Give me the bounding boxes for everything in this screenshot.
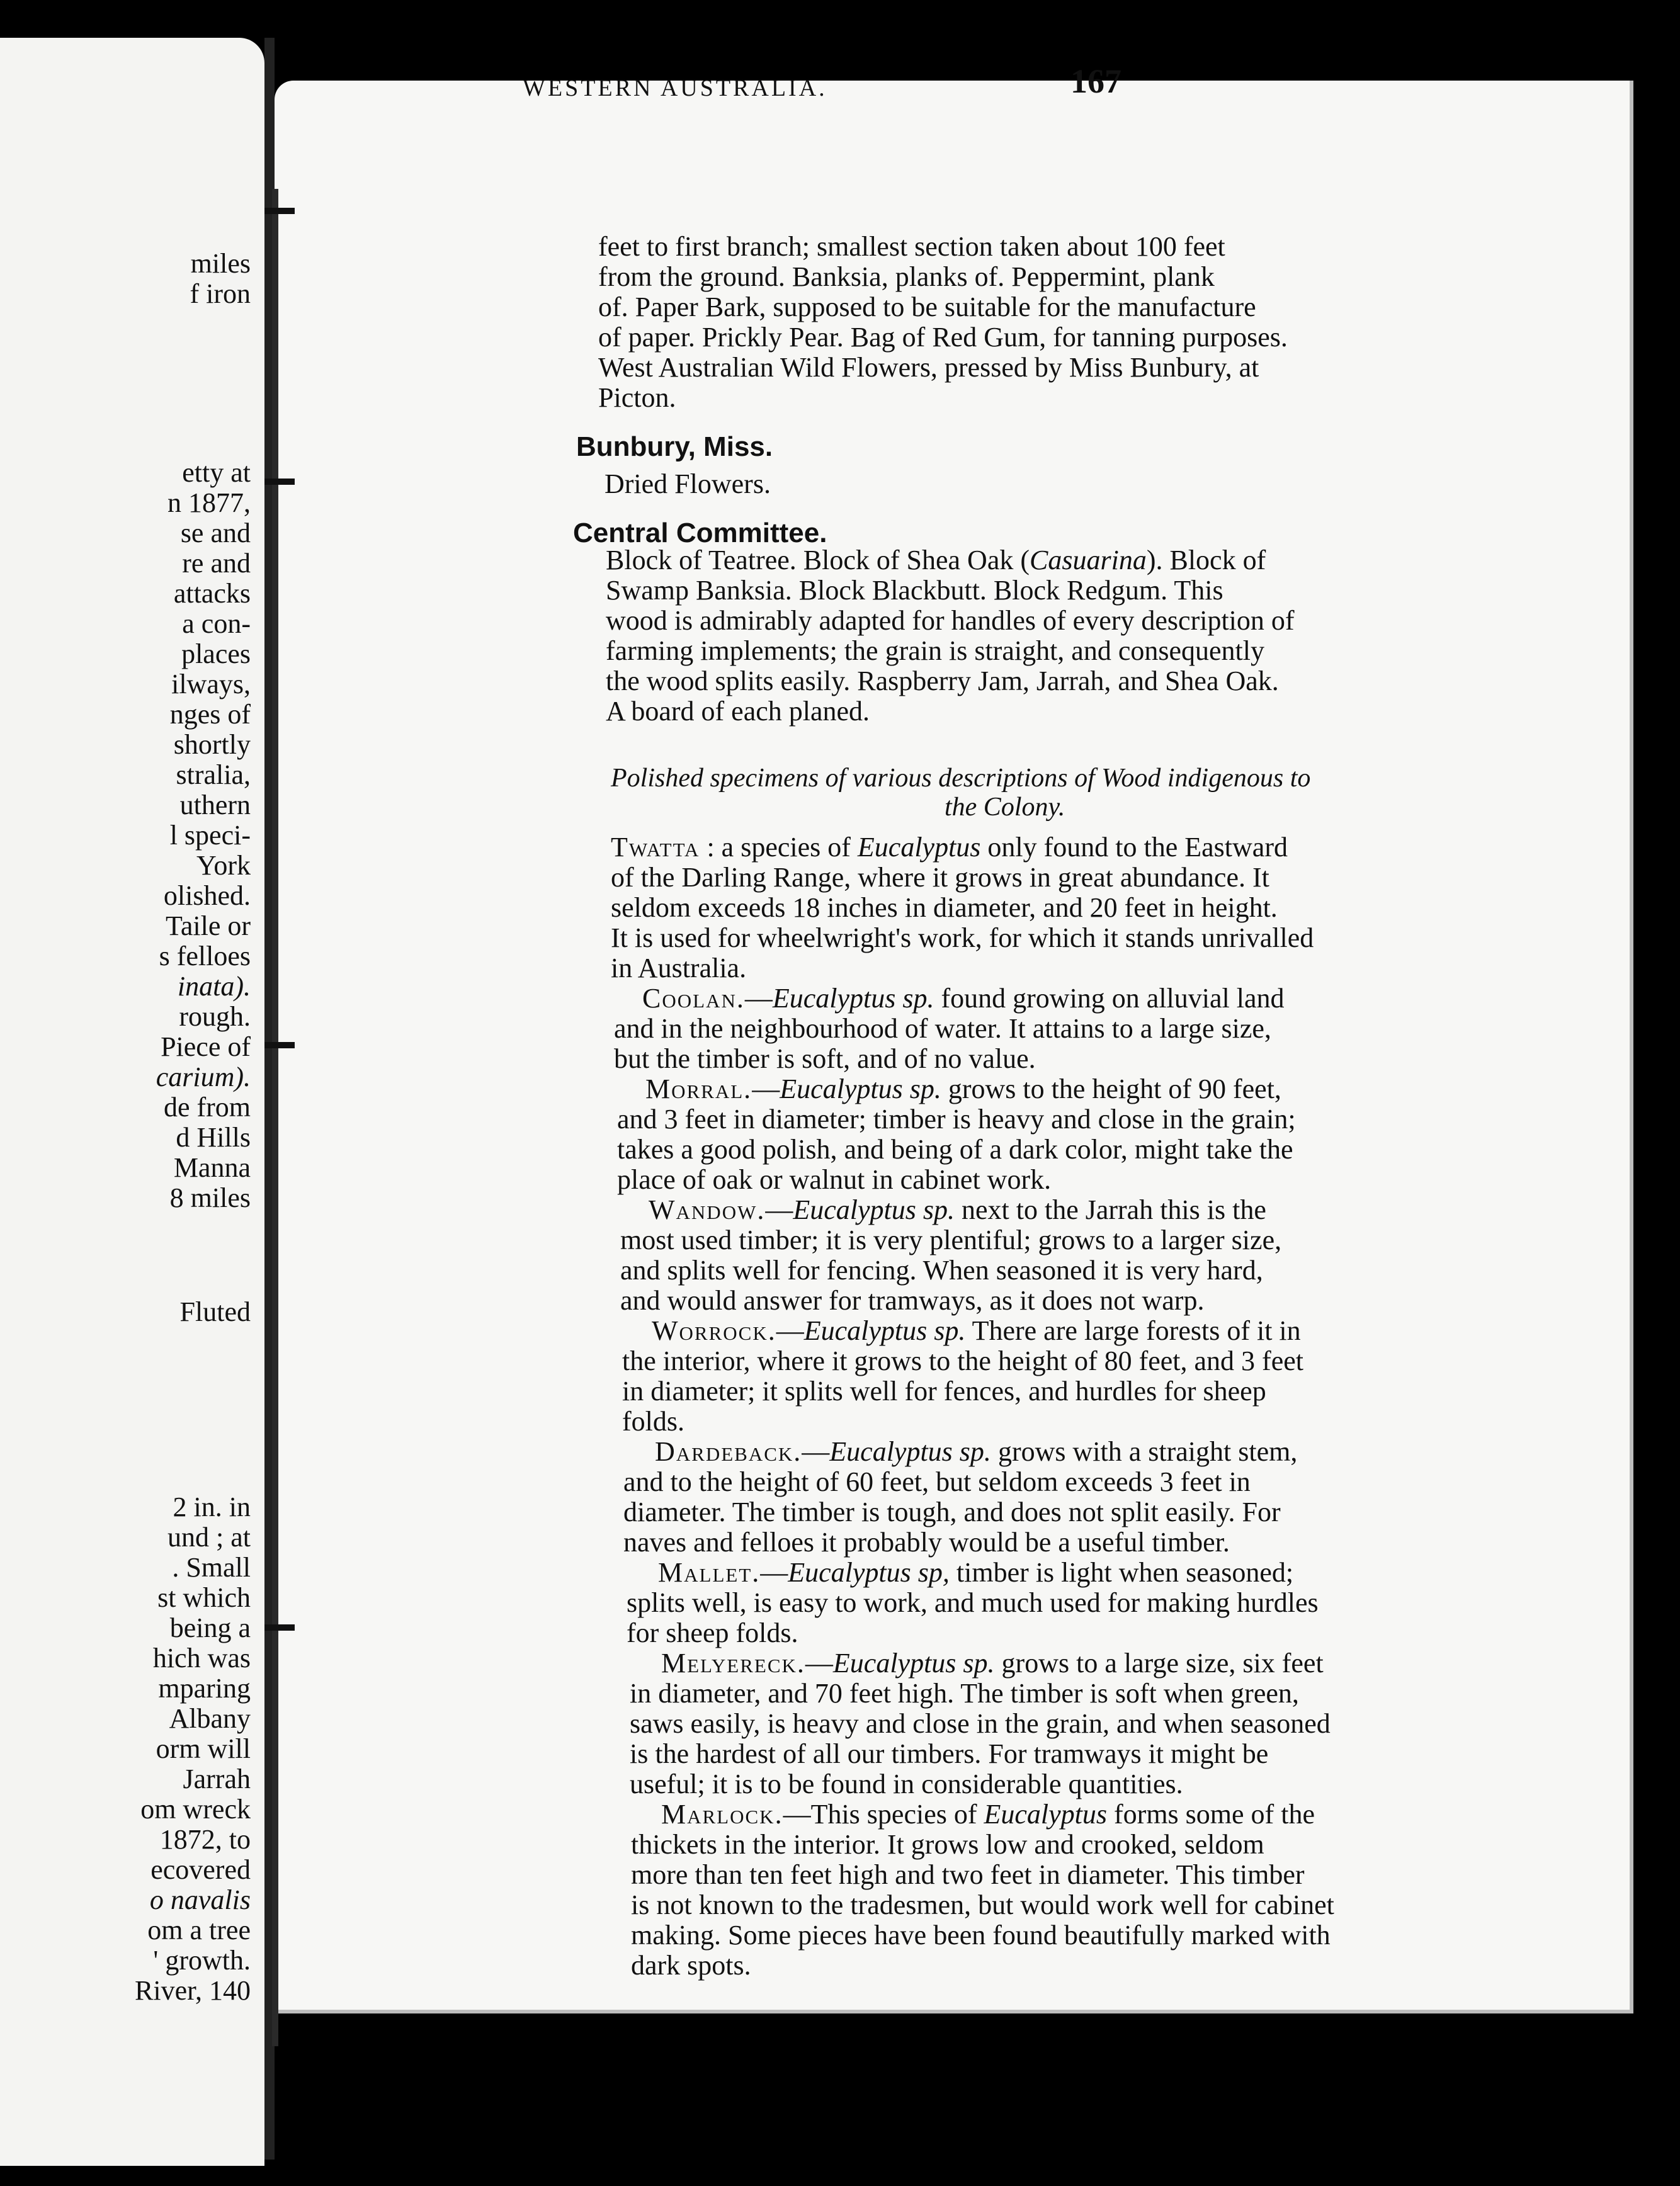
text-line: farming implements; the grain is straight, and consequently (606, 635, 1264, 666)
left-page-line: st which (157, 1582, 251, 1613)
text-line: A board of each planed. (606, 696, 870, 727)
text-line: and to the height of 60 feet, but seldom exceeds 3 feet in (623, 1466, 1251, 1497)
binding-spine (272, 189, 278, 2046)
text-line: the wood splits easily. Raspberry Jam, Jarrah, and Shea Oak. (606, 665, 1279, 696)
text-line: is not known to the tradesmen, but would work well for cabinet (631, 1889, 1334, 1920)
section-title: the Colony. (945, 793, 1065, 822)
left-page-line: Piece of (161, 1031, 251, 1062)
text-line: Coolan.—Eucalyptus sp. found growing on alluvial land (642, 983, 1285, 1014)
left-page-line: orm will (156, 1733, 251, 1764)
text-line: making. Some pieces have been found beautifully marked with (631, 1920, 1331, 1951)
text-line: from the ground. Banksia, planks of. Peppermint, plank (598, 261, 1215, 292)
text-line: Dardeback.—Eucalyptus sp. grows with a straight stem, (655, 1436, 1298, 1467)
left-page-line: shortly (173, 729, 251, 760)
text-line: of the Darling Range, where it grows in great abundance. It (611, 862, 1269, 893)
text-line: wood is admirably adapted for handles of every description of (606, 605, 1295, 636)
text-line: It is used for wheelwright's work, for which it stands unrivalled (611, 922, 1314, 953)
left-page-line: carium). (156, 1062, 251, 1092)
wood-name: Melyereck. (661, 1648, 805, 1679)
left-page-line: Jarrah (183, 1764, 251, 1794)
wood-name: Coolan. (642, 983, 745, 1014)
left-page-line: rough. (179, 1001, 251, 1032)
text-line: place of oak or walnut in cabinet work. (617, 1164, 1052, 1195)
left-page-line: York (196, 850, 251, 881)
text-line: feet to first branch; smallest section taken about 100 feet (598, 231, 1225, 262)
section-title: Polished specimens of various descriptions of Wood indigenous to (611, 764, 1311, 793)
left-page-line: Taile or (166, 910, 251, 941)
left-page-line: se and (180, 518, 251, 548)
left-page-line: om wreck (140, 1794, 251, 1825)
left-page-line: nges of (169, 699, 251, 730)
text-line: of paper. Prickly Pear. Bag of Red Gum, for tanning purposes. (598, 322, 1288, 353)
text-line: but the timber is soft, and of no value. (614, 1043, 1036, 1074)
binding-stitch (264, 479, 295, 485)
left-page-line: attacks (173, 578, 251, 609)
left-page-line: stralia, (176, 759, 251, 790)
text-line: useful; it is to be found in considerable quantities. (630, 1769, 1183, 1799)
left-page-line: de from (163, 1092, 251, 1123)
text-line: Morral.—Eucalyptus sp. grows to the height of 90 feet, (645, 1073, 1281, 1104)
text-line: Swamp Banksia. Block Blackbutt. Block Redgum. This (606, 575, 1223, 606)
text-line: in Australia. (611, 953, 747, 983)
text-line: Mallet.—Eucalyptus sp, timber is light when seasoned; (658, 1557, 1294, 1588)
text-line: Twatta : a species of Eucalyptus only found to the Eastward (611, 832, 1288, 863)
text-line: Dried Flowers. (604, 468, 771, 499)
left-page-line: a con- (182, 608, 251, 639)
wood-name: Dardeback. (655, 1436, 802, 1467)
text-line: dark spots. (631, 1950, 751, 1981)
text-line: the interior, where it grows to the height of 80 feet, and 3 feet (622, 1345, 1303, 1376)
binding-stitch (264, 1042, 295, 1048)
left-page-line: Manna (173, 1152, 251, 1183)
text-line: and 3 feet in diameter; timber is heavy and close in the grain; (617, 1104, 1296, 1135)
left-page-line: ' growth. (153, 1945, 251, 1976)
text-line: thickets in the interior. It grows low and crooked, seldom (631, 1829, 1264, 1860)
left-page-line: 1872, to (159, 1824, 251, 1855)
entry-heading: Bunbury, Miss. (576, 431, 773, 462)
binding-stitch (264, 208, 295, 214)
wood-name: Worrock. (652, 1315, 776, 1346)
left-page-line: Albany (169, 1703, 251, 1734)
left-page-line: ecovered (150, 1854, 251, 1885)
entry-heading: Central Committee. (573, 518, 827, 548)
text-line: Wandow.—Eucalyptus sp. next to the Jarrah this is the (649, 1194, 1266, 1225)
left-page-line: s felloes (159, 941, 251, 971)
left-page-line: 2 in. in (173, 1492, 251, 1522)
left-page-line: Fluted (179, 1296, 251, 1327)
wood-name: Mallet. (658, 1557, 761, 1588)
left-facing-page (0, 38, 264, 2166)
left-page-line: inata). (177, 971, 251, 1002)
left-page-line: f iron (190, 278, 251, 309)
left-page-line: . Small (172, 1552, 251, 1583)
left-page-line: o navalis (149, 1884, 251, 1915)
left-page-line: being a (169, 1612, 251, 1643)
text-line: naves and felloes it probably would be a useful timber. (623, 1527, 1230, 1558)
left-page-line: om a tree (147, 1915, 251, 1945)
left-page-line: River, 140 (135, 1975, 251, 2006)
left-page-line: und ; at (167, 1522, 251, 1553)
text-line: and in the neighbourhood of water. It attains to a large size, (614, 1013, 1271, 1044)
left-page-line: places (181, 638, 251, 669)
text-line: in diameter; it splits well for fences, and hurdles for sheep (622, 1376, 1266, 1407)
text-line: more than ten feet high and two feet in diameter. This timber (631, 1859, 1305, 1890)
left-page-line: hich was (152, 1643, 251, 1673)
left-page-line: mparing (158, 1673, 251, 1704)
wood-name: Marlock. (661, 1799, 783, 1830)
left-page-line: n 1877, (167, 487, 251, 518)
text-line: West Australian Wild Flowers, pressed by Miss Bunbury, at (598, 352, 1259, 383)
left-page-line: ilways, (171, 669, 251, 699)
left-page-line: l speci- (169, 820, 251, 851)
text-line: diameter. The timber is tough, and does not split easily. For (623, 1497, 1281, 1527)
left-page-line: etty at (182, 457, 251, 488)
wood-name: Wandow. (649, 1194, 766, 1225)
left-page-line: uthern (179, 790, 251, 820)
text-line: most used timber; it is very plentiful; grows to a larger size, (620, 1225, 1282, 1255)
text-line: Marlock.—This species of Eucalyptus forms some of the (661, 1799, 1315, 1830)
running-head: WESTERN AUSTRALIA. (523, 75, 827, 101)
wood-name: Morral. (645, 1073, 752, 1104)
text-line: Worrock.—Eucalyptus sp. There are large forests of it in (652, 1315, 1301, 1346)
text-line: and splits well for fencing. When seasoned it is very hard, (620, 1255, 1263, 1286)
left-page-line: re and (182, 548, 251, 579)
text-line: splits well, is easy to work, and much used for making hurdles (627, 1587, 1319, 1618)
text-line: saws easily, is heavy and close in the grain, and when seasoned (630, 1708, 1331, 1739)
text-line: seldom exceeds 18 inches in diameter, and 20 feet in height. (611, 892, 1278, 923)
page-number: 167 (1070, 62, 1121, 100)
left-page-line: d Hills (176, 1122, 251, 1153)
text-line: folds. (622, 1406, 684, 1437)
text-line: for sheep folds. (627, 1617, 798, 1648)
wood-name: Twatta (611, 832, 700, 863)
text-line: in diameter, and 70 feet high. The timber is soft when green, (630, 1678, 1299, 1709)
text-line: takes a good polish, and being of a dark color, might take the (617, 1134, 1293, 1165)
left-page-line: 8 miles (169, 1182, 251, 1213)
text-line: Block of Teatree. Block of Shea Oak (Casuarina). Block of (606, 545, 1266, 575)
text-line: Melyereck.—Eucalyptus sp. grows to a large size, six feet (661, 1648, 1324, 1679)
text-line: and would answer for tramways, as it does not warp. (620, 1285, 1205, 1316)
left-page-line: olished. (163, 880, 251, 911)
text-line: is the hardest of all our timbers. For tramways it might be (630, 1738, 1269, 1769)
binding-stitch (264, 1624, 295, 1631)
text-line: Picton. (598, 382, 676, 413)
left-page-line: miles (190, 248, 251, 279)
text-line: of. Paper Bark, supposed to be suitable for the manufacture (598, 292, 1256, 322)
